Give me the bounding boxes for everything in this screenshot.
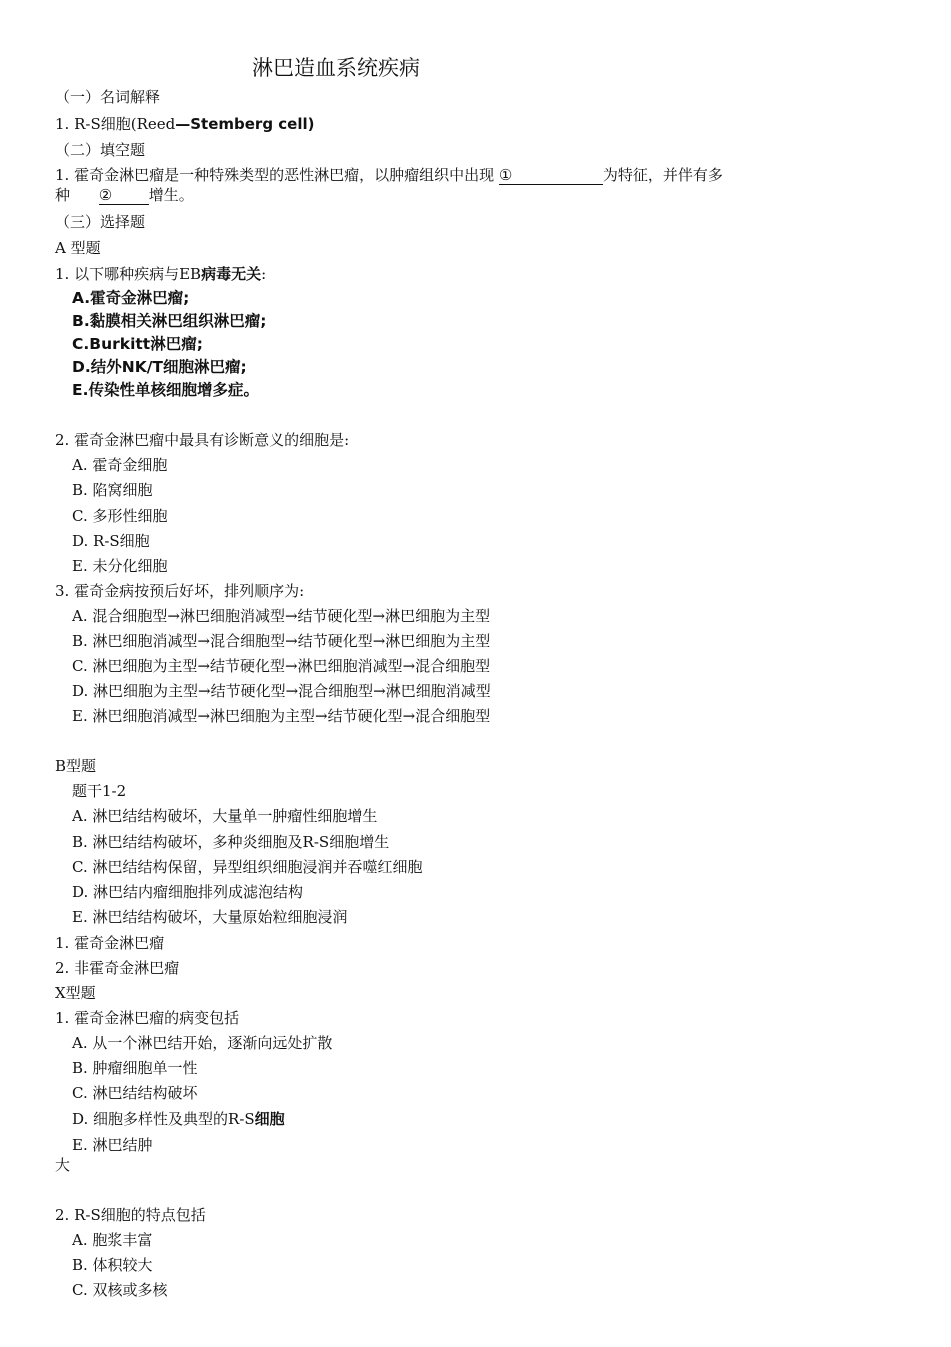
fill-blank-text: 1. 霍奇金淋巴瘤是一种特殊类型的恶性淋巴瘤，以肿瘤组织中出现 <box>55 166 499 184</box>
fill-blank-question-line2 <box>55 186 194 205</box>
question-2-option-b: B. 陷窝细胞 <box>72 481 153 499</box>
x-question-1-option-e: E. 淋巴结肿 <box>72 1136 153 1154</box>
b-type-item-1: 1. 霍奇金淋巴瘤 <box>55 934 165 952</box>
x-question-1-option-d-text: D. 细胞多样性及典型的R-S <box>72 1110 255 1128</box>
question-3-stem: 3. 霍奇金病按预后好坏，排列顺序为: <box>55 582 305 600</box>
fill-blank-question-line1 <box>55 166 723 185</box>
question-2-option-e: E. 未分化细胞 <box>72 557 168 575</box>
b-type-option-c: C. 淋巴结结构保留，异型组织细胞浸润并吞噬红细胞 <box>72 858 423 876</box>
blank-1 <box>499 166 603 185</box>
question-2-option-c: C. 多形性细胞 <box>72 507 168 525</box>
page-title: 淋巴造血系统疾病 <box>252 56 420 80</box>
a-type-heading: A 型题 <box>55 239 101 257</box>
question-3-option-a: A. 混合细胞型→淋巴细胞消减型→结节硬化型→淋巴细胞为主型 <box>72 607 491 625</box>
x-question-1-option-b: B. 肿瘤细胞单一性 <box>72 1059 198 1077</box>
section-heading-definitions: （一）名词解释 <box>55 88 161 106</box>
x-question-1-option-d-bold: 细胞 <box>254 1110 285 1128</box>
section-heading-choice: （三）选择题 <box>55 213 146 231</box>
blank-2-label: ② <box>98 186 113 204</box>
x-question-2-option-b: B. 体积较大 <box>72 1256 153 1274</box>
x-question-1-option-d <box>72 1110 285 1128</box>
question-1-stem-colon: : <box>261 265 267 283</box>
blank-2 <box>99 186 149 205</box>
question-3-option-b: B. 淋巴细胞消减型→混合细胞型→结节硬化型→淋巴细胞为主型 <box>72 632 491 650</box>
b-type-option-b: B. 淋巴结结构破坏，多种炎细胞及R-S细胞增生 <box>72 833 390 851</box>
definition-item-suffix: —Stemberg cell) <box>175 115 315 133</box>
question-1-stem <box>55 265 266 283</box>
question-1-option-d: D.结外NK/T细胞淋巴瘤; <box>72 358 247 376</box>
x-question-2-option-a: A. 胞浆丰富 <box>72 1231 153 1249</box>
question-3-option-d: D. 淋巴细胞为主型→结节硬化型→混合细胞型→淋巴细胞消减型 <box>72 682 491 700</box>
b-type-option-d: D. 淋巴结内瘤细胞排列成滤泡结构 <box>72 883 304 901</box>
question-1-option-a: A.霍奇金淋巴瘤; <box>72 289 190 307</box>
b-type-option-e: E. 淋巴结结构破坏，大量原始粒细胞浸润 <box>72 908 348 926</box>
question-1-option-c: C.Burkitt淋巴瘤; <box>72 335 203 353</box>
x-question-1-option-a: A. 从一个淋巴结开始，逐渐向远处扩散 <box>72 1034 333 1052</box>
b-type-item-2: 2. 非霍奇金淋巴瘤 <box>55 959 180 977</box>
fill-blank-text-end: 增生。 <box>148 186 194 204</box>
question-2-option-a: A. 霍奇金细胞 <box>72 456 168 474</box>
section-heading-fill-blank: （二）填空题 <box>55 141 146 159</box>
question-1-option-b: B.黏膜相关淋巴组织淋巴瘤; <box>72 312 267 330</box>
blank-1-label: ① <box>498 166 513 184</box>
x-question-2-stem: 2. R-S细胞的特点包括 <box>55 1206 206 1224</box>
x-question-1-stem: 1. 霍奇金淋巴瘤的病变包括 <box>55 1009 240 1027</box>
x-question-2-option-c: C. 双核或多核 <box>72 1281 168 1299</box>
definition-item-1 <box>55 115 314 133</box>
x-type-heading: X型题 <box>55 984 96 1002</box>
b-type-stem: 题干1-2 <box>72 782 127 800</box>
question-3-option-c: C. 淋巴细胞为主型→结节硬化型→淋巴细胞消减型→混合细胞型 <box>72 657 491 675</box>
fill-blank-text-mid: 为特征，并伴有多 <box>602 166 723 184</box>
x-question-1-option-e-wrap: 大 <box>55 1156 71 1174</box>
question-2-option-d: D. R-S细胞 <box>72 532 150 550</box>
question-1-stem-bold: 病毒无关 <box>201 265 262 283</box>
x-question-1-option-c: C. 淋巴结结构破坏 <box>72 1084 198 1102</box>
question-1-option-e: E.传染性单核细胞增多症。 <box>72 381 259 399</box>
question-3-option-e: E. 淋巴细胞消减型→淋巴细胞为主型→结节硬化型→混合细胞型 <box>72 707 491 725</box>
definition-item-prefix: 1. R-S细胞(Reed <box>55 115 176 133</box>
fill-blank-text-line2: 种 <box>55 186 75 204</box>
question-1-stem-text: 1. 以下哪种疾病与EB <box>55 265 202 283</box>
b-type-heading: B型题 <box>55 757 97 775</box>
b-type-option-a: A. 淋巴结结构破坏，大量单一肿瘤性细胞增生 <box>72 807 378 825</box>
question-2-stem: 2. 霍奇金淋巴瘤中最具有诊断意义的细胞是: <box>55 431 350 449</box>
